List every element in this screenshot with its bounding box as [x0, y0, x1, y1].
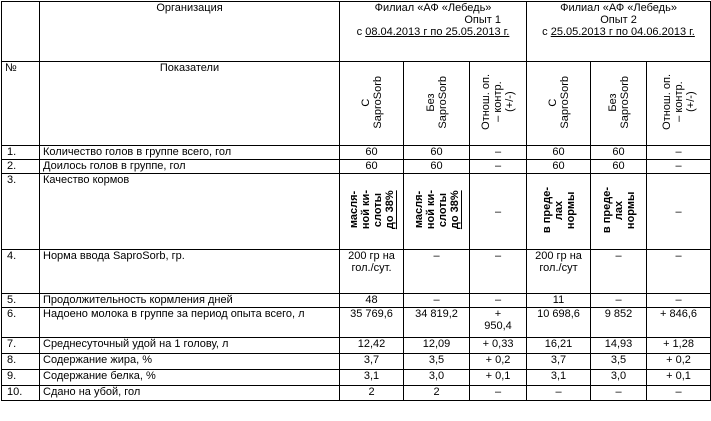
header-t2-rel: Отнош. оп. – контр. (+/-)	[647, 62, 711, 146]
branch-1-period: с 08.04.2013 г по 25.05.2013 г.	[356, 26, 510, 38]
table-row: 2. Доилось голов в группе, гол 60 60 – 60 60 –	[2, 160, 711, 174]
header-branch-2	[527, 2, 711, 62]
branch-2-title: Филиал «АФ «Лебедь»	[560, 2, 677, 14]
header-t1-with: С SaproSorb	[340, 62, 404, 146]
header-t1-without: Без SaproSorb	[404, 62, 470, 146]
table-row: 8. Содержание жира, % 3,7 3,5 + 0,2 3,7 3,5 + 0,2	[2, 354, 711, 370]
header-organization: Организация	[40, 2, 340, 62]
branch-1-trial: Опыт 1	[464, 14, 502, 26]
feed-quality-t2-with: в преде- лах нормы	[527, 174, 591, 250]
feed-quality-t2-without: в преде- лах нормы	[591, 174, 647, 250]
table-row: 7. Среднесуточный удой на 1 голову, л 12,42 12,09 + 0,33 16,21 14,93 + 1,28	[2, 338, 711, 354]
feed-quality-t2-rel: –	[647, 174, 711, 250]
branch-2-period: с 25.05.2013 г по 04.06.2013 г.	[542, 26, 695, 38]
header-t2-with: С SaproSorb	[527, 62, 591, 146]
header-number: №	[2, 62, 40, 146]
table-row: 3. Качество кормов масля- ной ки- слоты до 38% масля- ной ки- слоты до 38% – в преде- лах нормы в преде- лах нормы –	[2, 174, 711, 250]
table-row: 9. Содержание белка, % 3,1 3,0 + 0,1 3,1 3,0 + 0,1	[2, 370, 711, 386]
feed-quality-t1-rel: –	[470, 174, 527, 250]
table-row: 10. Сдано на убой, гол 2 2 – – – –	[2, 386, 711, 401]
table-row: 4. Норма ввода SaproSorb, гр. 200 гр на гол./сут. – – 200 гр на гол./сут – –	[2, 250, 711, 294]
branch-1-title: Филиал «АФ «Лебедь»	[374, 2, 492, 14]
header-blank	[2, 2, 40, 62]
table-row: 6. Надоено молока в группе за период опыта всего, л 35 769,6 34 819,2 + 950,4 10 698,6 9 852 + 846,6	[2, 308, 711, 338]
branch-2-trial: Опыт 2	[600, 14, 637, 26]
header-row-indicators	[2, 62, 711, 146]
header-branch-1	[340, 2, 527, 62]
header-t1-rel: Отнош. оп. – контр. (+/-)	[470, 62, 527, 146]
header-row-organization	[2, 2, 711, 62]
table-row: 5. Продолжительность кормления дней 48 – – 11 – –	[2, 294, 711, 308]
results-table	[1, 1, 711, 401]
table-row: 1. Количество голов в группе всего, гол 60 60 – 60 60 –	[2, 146, 711, 160]
header-t2-without: Без SaproSorb	[591, 62, 647, 146]
feed-quality-t1-with: масля- ной ки- слоты до 38%	[340, 174, 404, 250]
header-indicators: Показатели	[40, 62, 340, 146]
feed-quality-t1-without: масля- ной ки- слоты до 38%	[404, 174, 470, 250]
